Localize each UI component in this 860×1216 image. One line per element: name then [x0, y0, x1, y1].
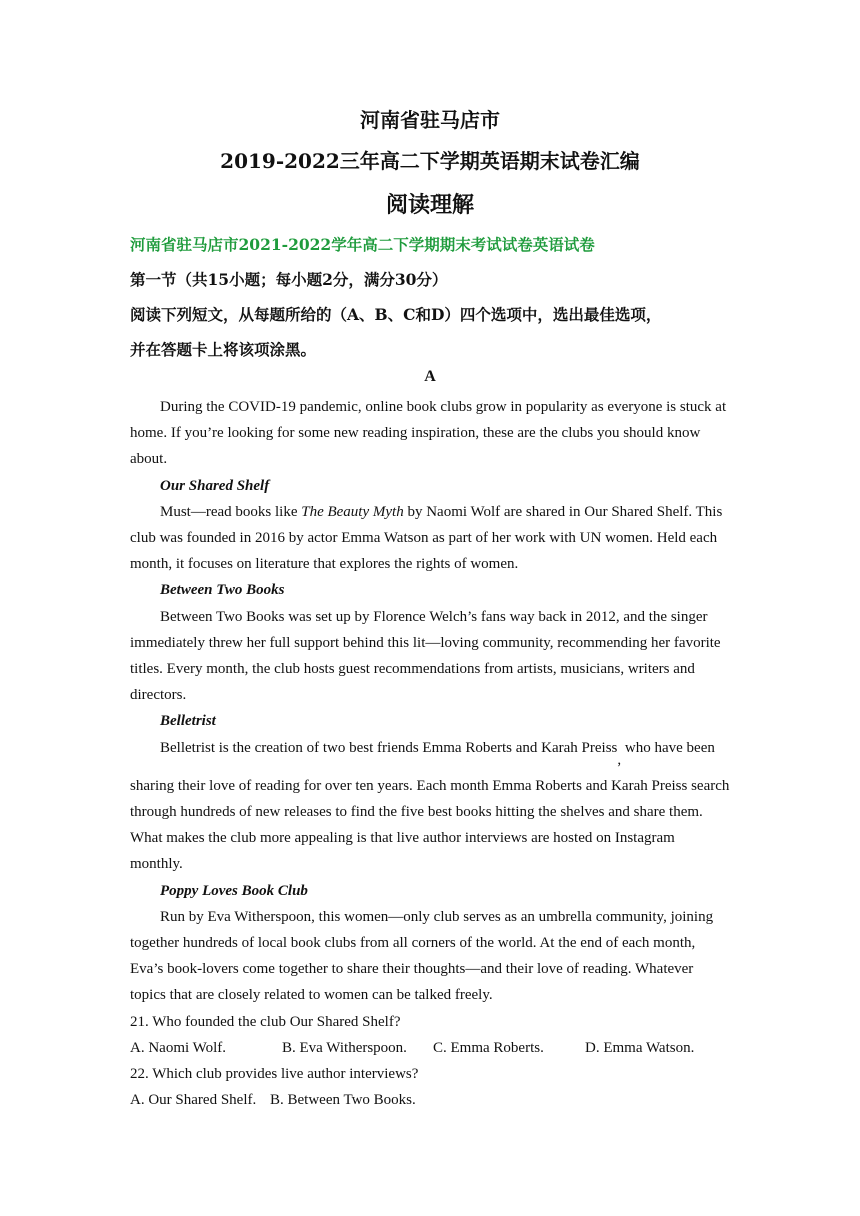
doc-title-region: 河南省驻马店市: [360, 108, 500, 132]
option-d: D. Emma Watson.: [585, 1039, 695, 1056]
instruction-line-2: 并在答题卡上将该项涂黑。: [130, 340, 317, 359]
club-heading-our-shared-shelf: Our Shared Shelf: [160, 477, 270, 494]
dropped-comma: ,: [617, 751, 622, 768]
club-text-part: by Naomi Wolf are shared in Our Shared Shelf. This club was founded in 2016 by actor Emma Watson as part of her work with UN women. Held each month, it focuses on literature that explores the rights of women.: [130, 503, 723, 573]
option-b: B. Between Two Books.: [270, 1092, 416, 1109]
passage-intro: During the COVID-19 pandemic, online book clubs grow in popularity as everyone is stuck at home. If you’re looking for some new reading inspiration, these are the clubs you should know about.: [130, 399, 727, 468]
club-heading-poppy-loves-book-club: Poppy Loves Book Club: [160, 882, 308, 899]
doc-title-main: 2019-2022三年高二下学期英语期末试卷汇编: [220, 149, 640, 173]
doc-title-topic: 阅读理解: [385, 192, 474, 218]
book-title: The Beauty Myth: [301, 503, 404, 520]
question-options-21: [130, 1035, 730, 1061]
instruction-line-1: 阅读下列短文，从每题所给的（A、B、C和D）四个选项中，选出最佳选项，: [130, 305, 662, 324]
passage-body: [130, 394, 730, 1113]
option-b: B. Eva Witherspoon.: [282, 1039, 407, 1056]
option-c: C. Emma Roberts.: [433, 1039, 544, 1056]
club-text-part: who have been: [621, 739, 715, 756]
club-heading-belletrist: Belletrist: [160, 713, 216, 730]
club-text-belletrist-first-line: [130, 735, 730, 768]
option-a: A. Naomi Wolf.: [130, 1039, 227, 1056]
question-options-22: [130, 1087, 730, 1113]
club-text-between-two-books: Between Two Books was set up by Florence Welch’s fans way back in 2012, and the singer immediately threw her full support behind this lit—loving community, recommending her favorite titles. Every month, the club hosts guest recommendations from artists, musicians, writers and directors.: [130, 608, 721, 704]
question-stem-22: 22. Which club provides live author interviews?: [130, 1066, 419, 1083]
option-a: A. Our Shared Shelf.: [130, 1092, 257, 1109]
passage-label: A: [424, 368, 436, 385]
club-text-our-shared-shelf: [130, 499, 730, 578]
club-text-part: Must—read books like: [160, 503, 302, 520]
club-text-belletrist: sharing their love of reading for over ten years. Each month Emma Roberts and Karah Preiss search through hundreds of new releases to find the five best books hitting the shelves and share them. What makes the club more appealing is that live author interviews are hosted on Instagram monthly.: [130, 777, 730, 873]
line-gap: [130, 761, 730, 773]
club-text-part: Belletrist is the creation of two best friends Emma Roberts and Karah Preiss: [160, 739, 618, 756]
club-heading-between-two-books: Between Two Books: [160, 582, 285, 599]
club-text-poppy-loves-book-club: Run by Eva Witherspoon, this women—only club serves as an umbrella community, joining together hundreds of local book clubs from all corners of the world. At the end of each month, Eva’s book-lovers come together to share their thoughts—and their love of reading. Whatever topics that are closely related to women can be talked freely.: [130, 908, 714, 1004]
exam-title: 河南省驻马店市2021-2022学年高二下学期期末考试试卷英语试卷: [130, 235, 595, 254]
section-heading: 第一节（共15小题；每小题2分，满分30分）: [130, 270, 448, 289]
question-stem-21: 21. Who founded the club Our Shared Shelf?: [130, 1013, 401, 1030]
